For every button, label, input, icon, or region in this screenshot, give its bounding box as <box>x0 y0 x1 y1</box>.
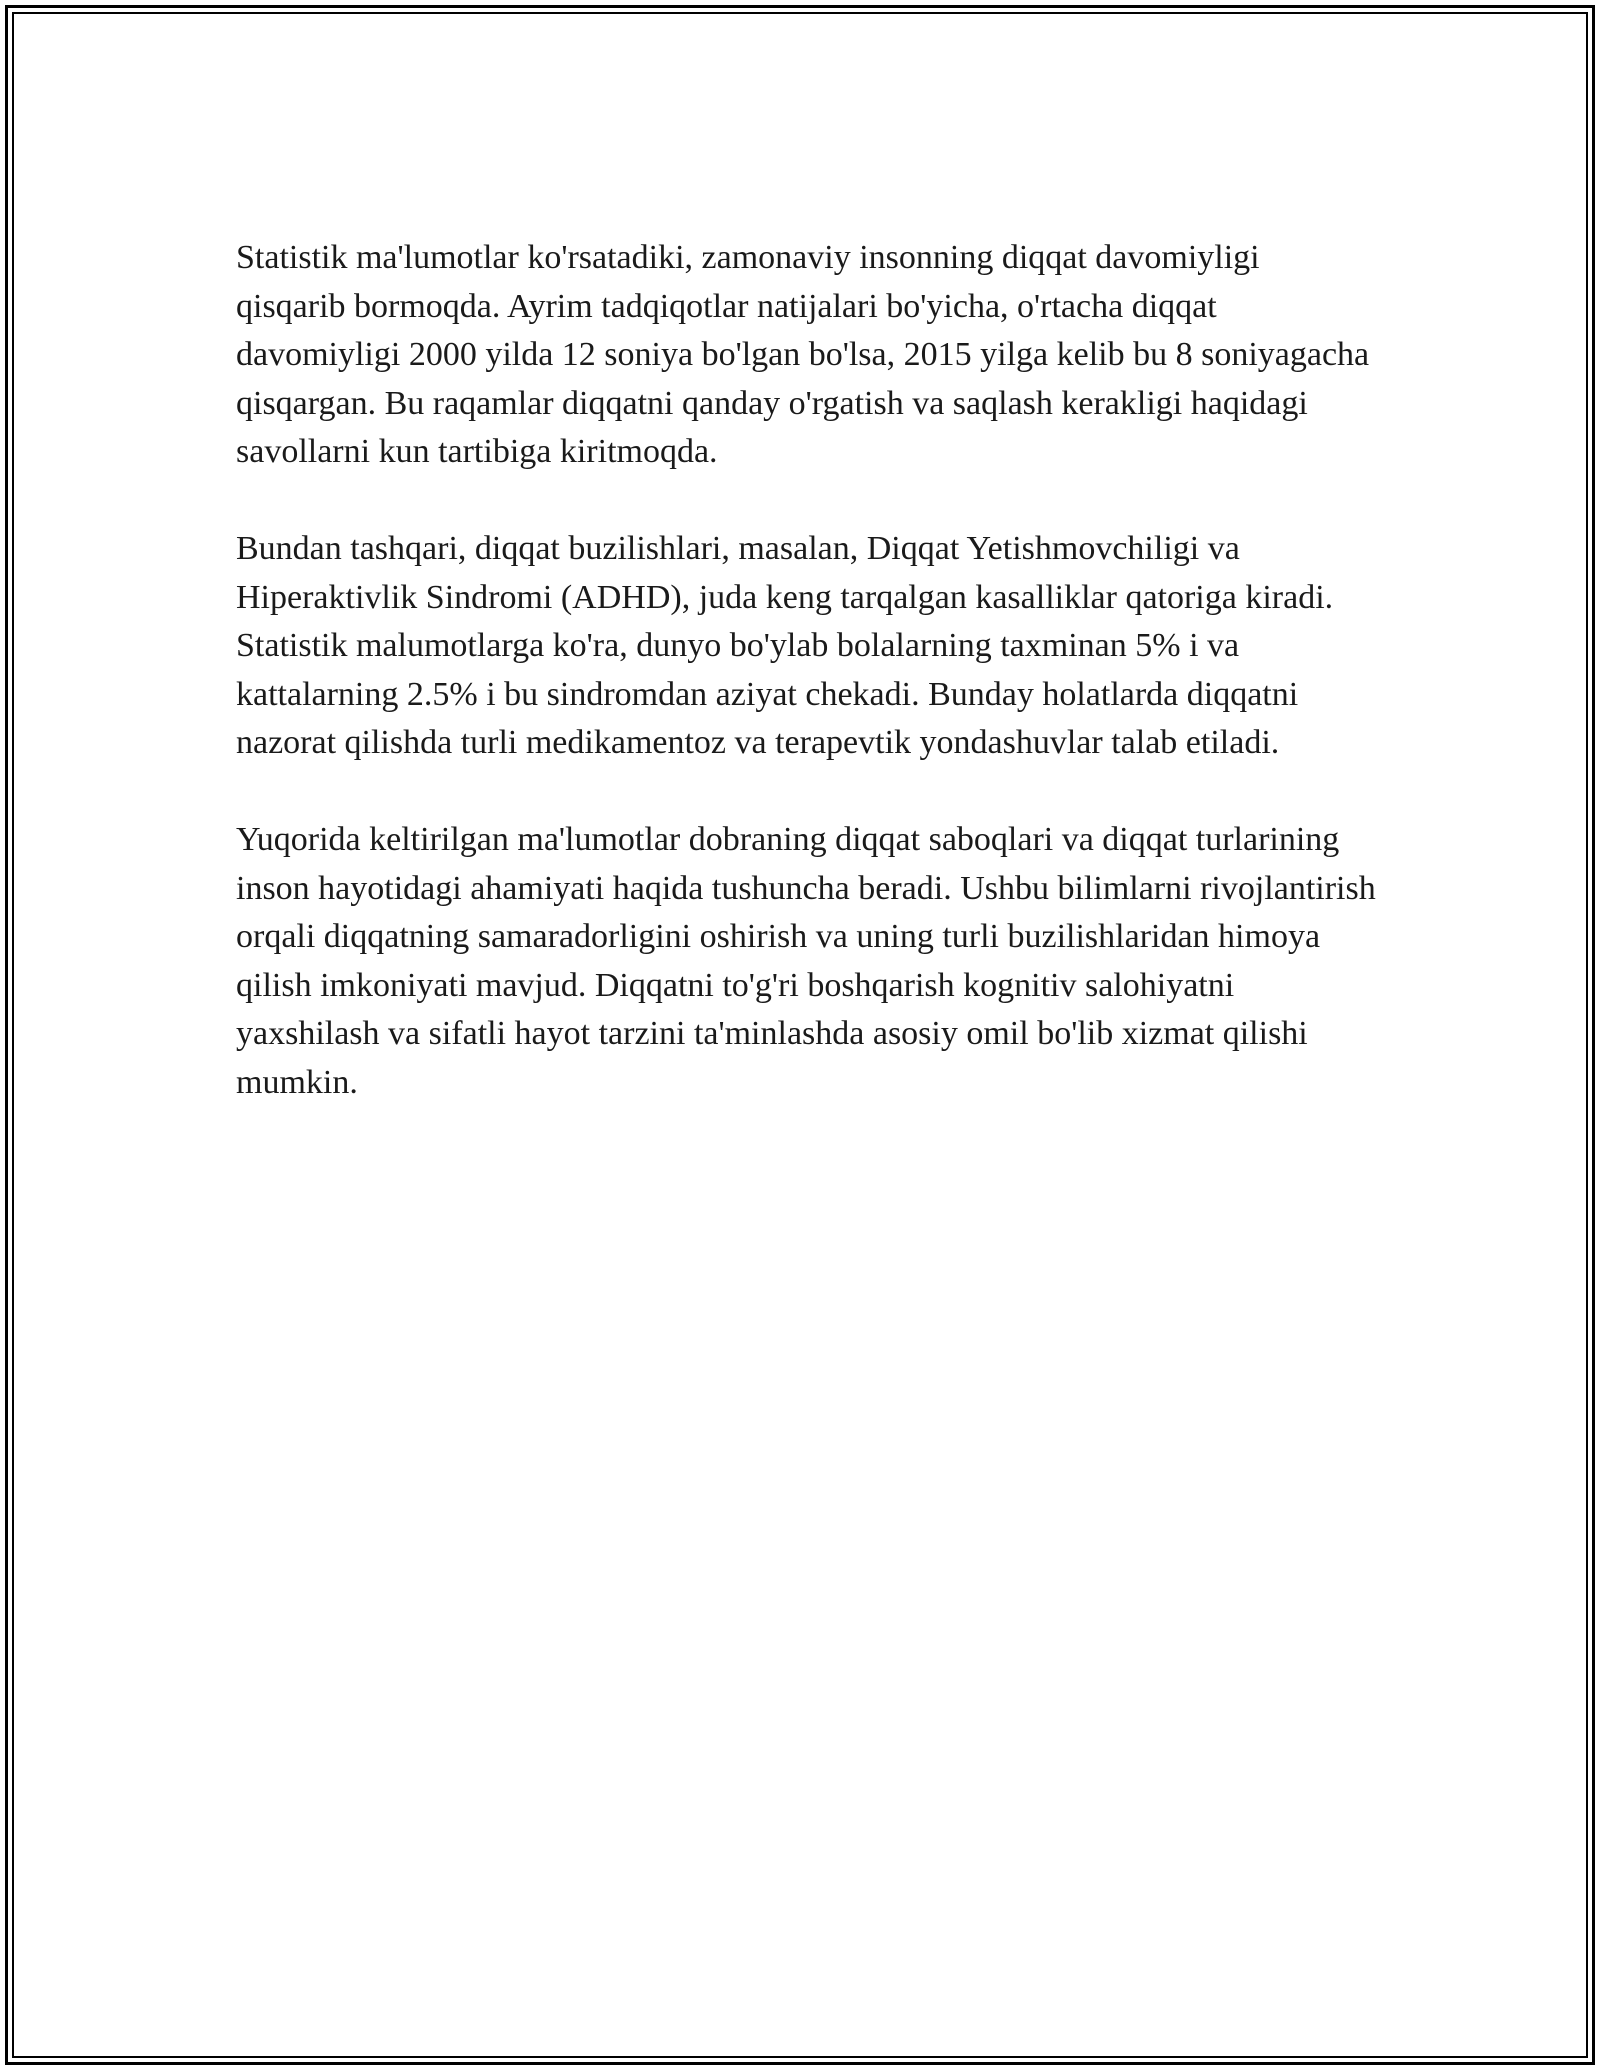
paragraph-attention-span: Statistik ma'lumotlar ko'rsatadiki, zamonaviy insonning diqqat davomiyligi qisqarib bormoqda. Ayrim tadqiqotlar natijalari bo'yicha, o'rtacha diqqat davomiyligi 2000 yilda 12 soniya bo'lgan bo'lsa, 2015 yilga kelib bu 8 soniyagacha qisqargan. Bu raqamlar diqqatni qanday o'rgatish va saqlash kerakligi haqidagi savollarni kun tartibiga kiritmoqda. <box>236 239 1370 471</box>
paragraph-conclusion: Yuqorida keltirilgan ma'lumotlar dobraning diqqat saboqlari va diqqat turlarining inson hayotidagi ahamiyati haqida tushuncha beradi. Ushbu bilimlarni rivojlantirish orqali diqqatning samaradorligini oshirish va uning turli buzilishlaridan himoya qilish imkoniyati mavjud. Diqqatni to'g'ri boshqarish kognitiv salohiyatni yaxshilash va sifatli hayot tarzini ta'minlashda asosiy omil bo'lib xizmat qilishi mumkin. <box>236 820 1376 1101</box>
paragraph-adhd: Bundan tashqari, diqqat buzilishlari, masalan, Diqqat Yetishmovchiligi va Hiperaktivlik Sindromi (ADHD), juda keng tarqalgan kasalliklar qatoriga kiradi. Statistik malumotlarga ko'ra, dunyo bo'ylab bolalarning taxminan 5% i va kattalarning 2.5% i bu sindromdan aziyat chekadi. Bunday holatlarda diqqatni nazorat qilishda turli medikamentoz va terapevtik yondashuvlar talab etiladi. <box>236 529 1334 762</box>
document-body <box>236 234 1376 1156</box>
